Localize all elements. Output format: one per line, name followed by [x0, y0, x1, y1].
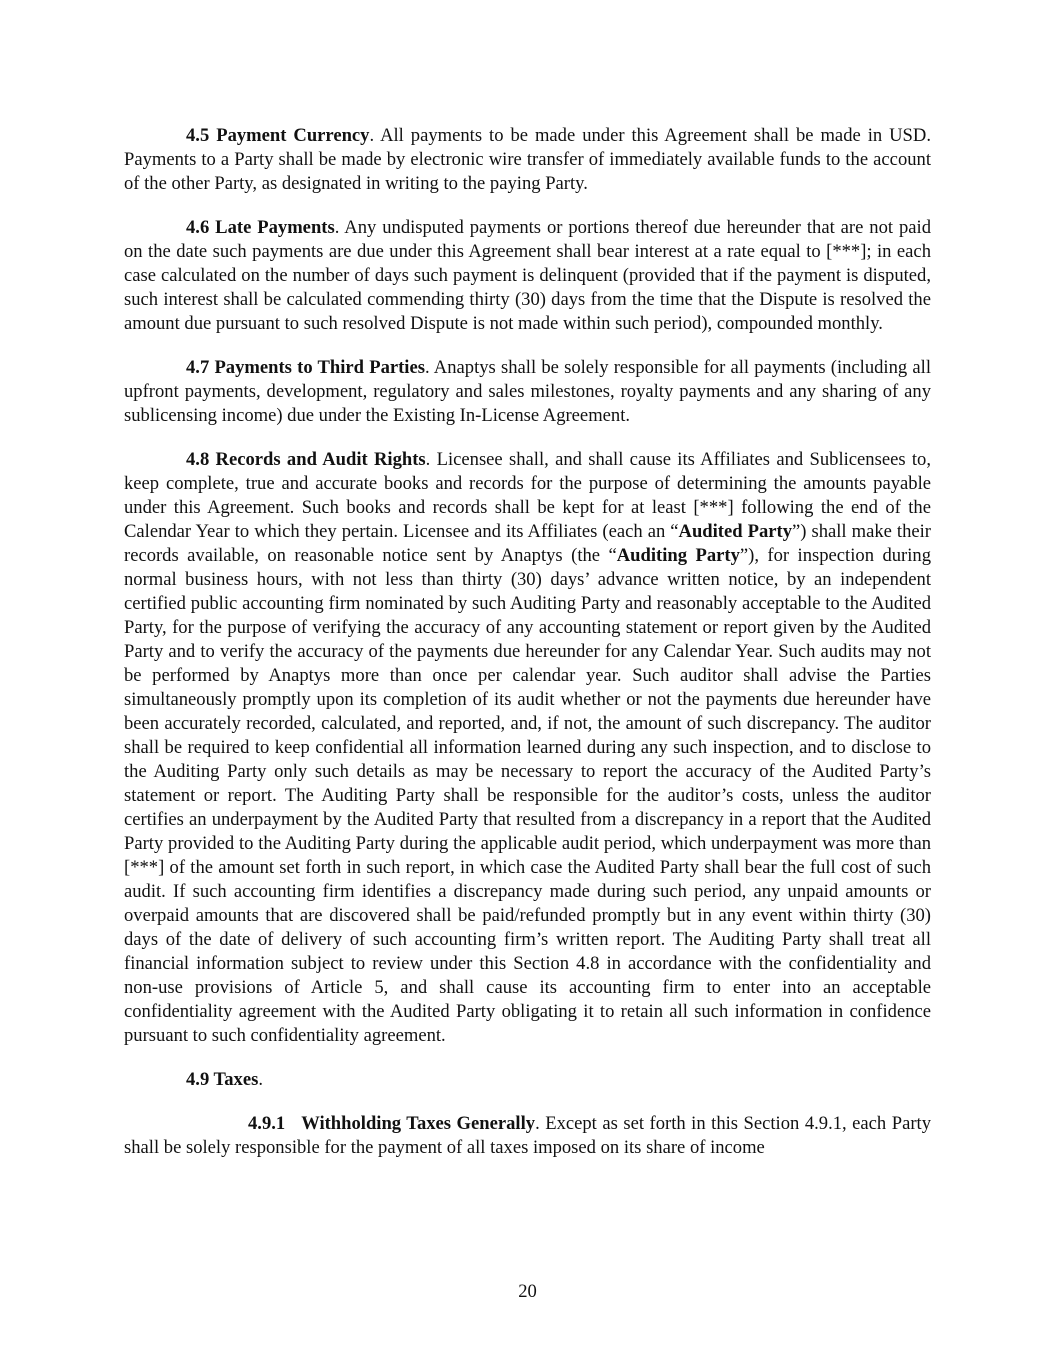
section-4-6-heading: 4.6 Late Payments [186, 217, 335, 238]
defined-term-auditing-party: Auditing Party [616, 545, 740, 566]
section-4-8-heading: 4.8 Records and Audit Rights [186, 449, 426, 470]
section-4-9-1-heading: Withholding Taxes Generally [301, 1113, 536, 1134]
section-4-6-body: . Any undisputed payments or portions thereof due hereunder that are not paid on the date such payments are due under this Agreement shall bear interest at a rate equal to [***]; in each case calculated on the number of days such payment is delinquent (provided that if the payment is disputed, such interest shall be calculated commending thirty (30) days from the time that the Dispute is resolved the amount due pursuant to such resolved Dispute is not made within such period), compounded monthly. [124, 217, 931, 334]
section-4-5 [124, 124, 931, 196]
section-4-7-heading: 4.7 Payments to Third Parties [186, 357, 425, 378]
section-4-9-1 [124, 1112, 931, 1160]
defined-term-audited-party: Audited Party [678, 521, 793, 542]
section-4-5-heading: 4.5 Payment Currency [186, 125, 370, 146]
section-4-9-1-number: 4.9.1 [248, 1113, 286, 1134]
document-page [124, 124, 931, 1180]
section-4-8-body-part-2: ”) shall make their records available, on reasonable notice sent by Anaptys (the “ [124, 521, 931, 566]
section-4-9-1-body: . Except as set forth in this Section 4.9.1, each Party shall be solely responsible for the payment of all taxes imposed on its share of income [124, 1113, 931, 1158]
section-4-8 [124, 448, 931, 1048]
section-4-9-heading: 4.9 Taxes [186, 1069, 259, 1090]
section-4-5-body: . All payments to be made under this Agreement shall be made in USD. Payments to a Party shall be made by electronic wire transfer of immediately available funds to the account of the other Party, as designated in writing to the paying Party. [124, 125, 931, 194]
section-4-6 [124, 216, 931, 336]
section-4-7-body: . Anaptys shall be solely responsible for all payments (including all upfront payments, development, regulatory and sales milestones, royalty payments and any sharing of any sublicensing income) due under the Existing In-License Agreement. [124, 357, 931, 426]
page-number: 20 [518, 1281, 537, 1302]
section-4-8-body-part-1: . Licensee shall, and shall cause its Affiliates and Sublicensees to, keep complete, true and accurate books and records for the purpose of determining the amounts payable under this Agreement. Such books and records shall be kept for at least [***] following the end of the Calendar Year to which they pertain. Licensee and its Affiliates (each an “ [124, 449, 931, 542]
section-4-7 [124, 356, 931, 428]
section-4-9-body: . [258, 1069, 263, 1090]
section-4-9 [124, 1068, 931, 1092]
section-4-8-body-part-3: ”), for inspection during normal business hours, with not less than thirty (30) days’ advance written notice, by an independent certified public accounting firm nominated by such Auditing Party and reasonably acceptable to the Audited Party, for the purpose of verifying the accuracy of any accounting statement or report given by the Audited Party and to verify the accuracy of the payments due hereunder for any Calendar Year. Such audits may not be performed by Anaptys more than once per calendar year. Such auditor shall advise the Parties simultaneously promptly upon its completion of its audit whether or not the payments due hereunder have been accurately recorded, calculated, and reported, and, if not, the amount of such discrepancy. The auditor shall be required to keep confidential all information learned during any such inspection, and to disclose to the Auditing Party only such details as may be necessary to report the accuracy of the Audited Party’s statement or report. The Auditing Party shall be responsible for the auditor’s costs, unless the auditor certifies an underpayment by the Audited Party that resulted from a discrepancy in a report that the Audited Party provided to the Auditing Party during the applicable audit period, which underpayment was more than [***] of the amount set forth in such report, in which case the Audited Party shall bear the full cost of such audit. If such accounting firm identifies a discrepancy made during such period, any unpaid amounts or overpaid amounts that are discovered shall be paid/refunded promptly but in any event within thirty (30) days of the date of delivery of such accounting firm’s written report. The Auditing Party shall treat all financial information subject to review under this Section 4.8 in accordance with the confidentiality and non-use provisions of Article 5, and shall cause its accounting firm to enter into an acceptable confidentiality agreement with the Audited Party obligating it to retain all such information in confidence pursuant to such confidentiality agreement. [124, 545, 931, 1046]
